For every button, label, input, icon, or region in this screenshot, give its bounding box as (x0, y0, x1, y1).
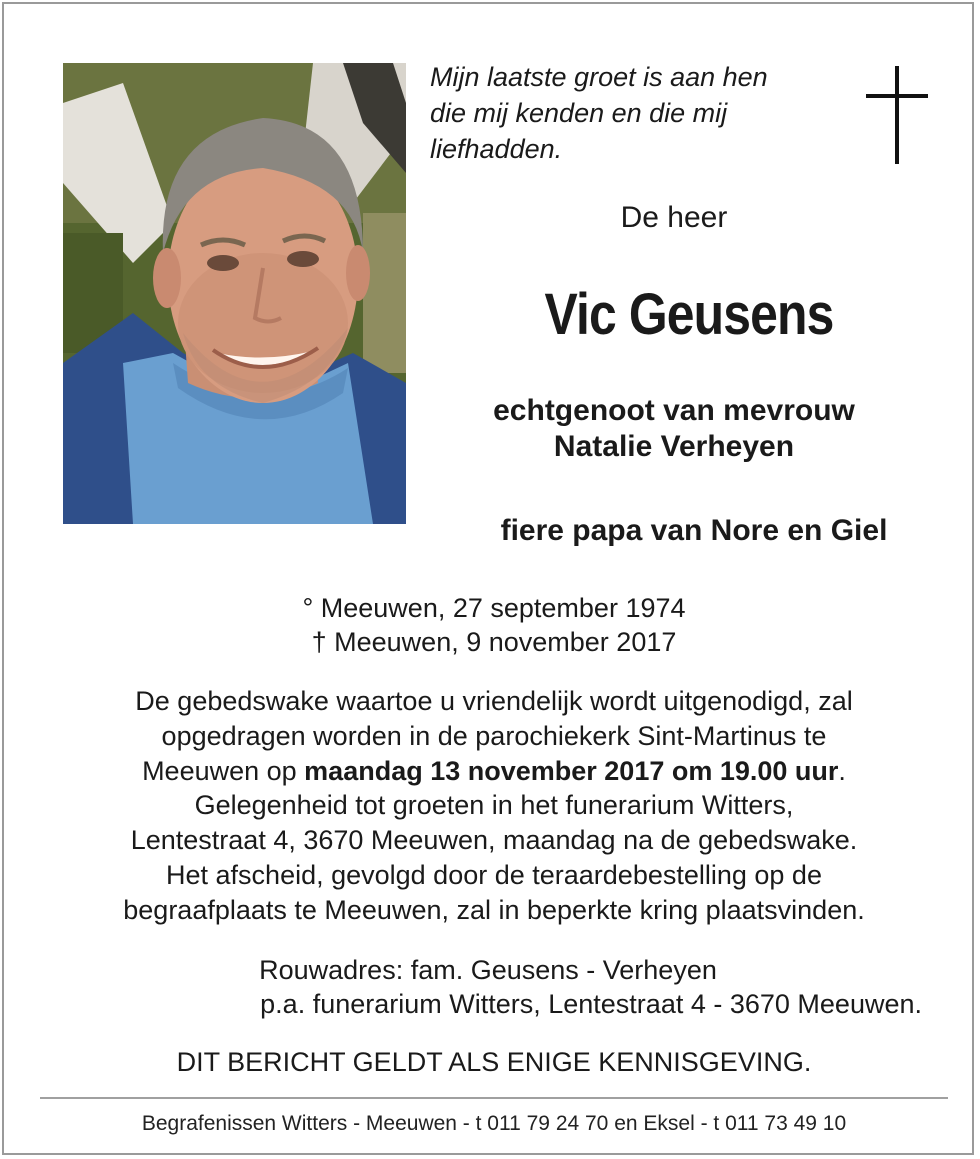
quote-line: die mij kenden en die mij (430, 98, 728, 128)
announcement-text (34, 684, 954, 928)
announcement-line: De gebedswake waartoe u vriendelijk wordt uitgenodigd, zal (135, 686, 853, 716)
announcement-text-start: Meeuwen op (142, 755, 305, 786)
portrait-photo (63, 63, 406, 524)
quote-line: Mijn laatste groet is aan hen (430, 62, 768, 92)
death-date: † Meeuwen, 9 november 2017 (311, 627, 677, 657)
divider (40, 1097, 948, 1099)
cross-icon (866, 66, 928, 164)
life-dates (4, 591, 980, 659)
address-line: p.a. funerarium Witters, Lentestraat 4 - 3670 Meeuwen. (260, 989, 922, 1019)
official-notice: DIT BERICHT GELDT ALS ENIGE KENNISGEVING. (176, 1047, 812, 1077)
portrait-illustration (63, 63, 406, 524)
deceased-name: Vic Geusens (544, 282, 834, 347)
spouse-name: Natalie Verheyen (553, 430, 795, 463)
quote-line: liefhadden. (430, 134, 563, 164)
announcement-line: Het afscheid, gevolgd door de teraardebestelling op de (166, 859, 822, 890)
memorial-quote (430, 59, 850, 167)
announcement-line: Lentestraat 4, 3670 Meeuwen, maandag na de gebedswake. (130, 825, 858, 856)
announcement-line: begraafplaats te Meeuwen, zal in beperkte kring plaatsvinden. (123, 894, 865, 925)
birth-date: ° Meeuwen, 27 september 1974 (302, 593, 686, 623)
children-line: fiere papa van Nore en Giel (500, 514, 888, 547)
honorific: De heer (620, 201, 728, 234)
announcement-line (34, 754, 954, 789)
funeral-home-footer: Begrafenissen Witters - Meeuwen - t 011 79 24 70 en Eksel - t 011 73 49 10 (141, 1112, 847, 1135)
announcement-line: Gelegenheid tot groeten in het funerarium Witters, (194, 790, 794, 821)
spouse-info (424, 393, 924, 465)
mourning-address (4, 953, 980, 1021)
address-line: Rouwadres: fam. Geusens - Verheyen (259, 955, 717, 985)
spouse-line: echtgenoot van mevrouw (493, 394, 855, 427)
obituary-card (2, 2, 974, 1155)
announcement-text-end: . (838, 755, 846, 786)
announcement-line: opgedragen worden in de parochiekerk Sint-Martinus te (161, 720, 827, 751)
vigil-datetime: maandag 13 november 2017 om 19.00 uur (304, 755, 839, 786)
